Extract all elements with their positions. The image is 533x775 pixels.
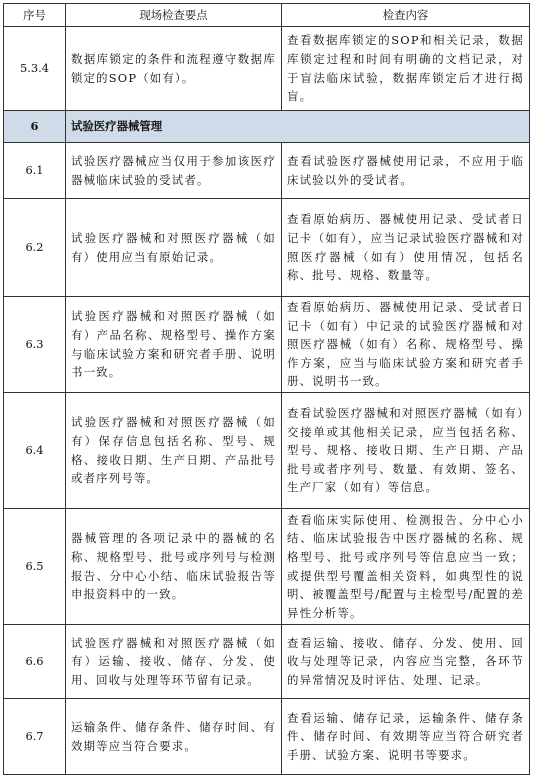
row-id: 6.4	[4, 393, 66, 509]
column-header-id: 序号	[4, 4, 66, 27]
table-row	[4, 297, 530, 393]
table-row	[4, 393, 530, 509]
column-header-content: 检查内容	[282, 4, 530, 27]
row-content: 查看数据库锁定的SOP和相关记录，数据库锁定过程和时间有明确的文档记录，对于盲法临床试验，数据库锁定后才进行揭盲。	[282, 27, 530, 111]
row-content: 查看试验医疗器械和对照医疗器械（如有）交接单或其他相关记录，应当包括名称、型号、规格、接收日期、生产日期、产品批号或者序列号、数量、有效期、签名、生产厂家（如有）等信息。	[282, 393, 530, 509]
inspection-table	[3, 3, 530, 775]
row-point: 运输条件、储存条件、储存时间、有效期等应当符合要求。	[66, 699, 282, 775]
row-id: 6.2	[4, 199, 66, 297]
row-point: 试验医疗器械和对照医疗器械（如有）保存信息包括名称、型号、规格、接收日期、生产日期、产品批号或者序列号等。	[66, 393, 282, 509]
row-content: 查看运输、接收、储存、分发、使用、回收与处理等记录，内容应当完整，各环节的异常情况及时评估、处理、记录。	[282, 625, 530, 699]
table-row	[4, 625, 530, 699]
row-point: 数据库锁定的条件和流程遵守数据库锁定的SOP（如有）。	[66, 27, 282, 111]
row-id: 6.7	[4, 699, 66, 775]
row-content: 查看临床实际使用、检测报告、分中心小结、临床试验报告中医疗器械的名称、规格型号、批号或序列号等信息应当一致；或提供型号覆盖相关资料，如典型性的说明、被覆盖型号/配置与主检型号/配置的差异性分析等。	[282, 509, 530, 625]
table-row	[4, 143, 530, 199]
row-id: 6.1	[4, 143, 66, 199]
row-point: 试验医疗器械和对照医疗器械（如有）运输、接收、储存、分发、使用、回收与处理等环节留有记录。	[66, 625, 282, 699]
row-content: 查看原始病历、器械使用记录、受试者日记卡（如有），应当记录试验医疗器械和对照医疗器械（如有）使用情况，包括名称、批号、规格、数量等。	[282, 199, 530, 297]
row-id: 6.3	[4, 297, 66, 393]
section-id: 6	[4, 111, 66, 143]
row-point: 试验医疗器械应当仅用于参加该医疗器械临床试验的受试者。	[66, 143, 282, 199]
row-content: 查看原始病历、器械使用记录、受试者日记卡（如有）中记录的试验医疗器械和对照医疗器械（如有）名称、规格型号、操作方案，应当与临床试验方案和研究者手册、说明书一致。	[282, 297, 530, 393]
table-row	[4, 509, 530, 625]
row-point: 试验医疗器械和对照医疗器械（如有）产品名称、规格型号、操作方案与临床试验方案和研究者手册、说明书一致。	[66, 297, 282, 393]
table-row	[4, 199, 530, 297]
section-title: 试验医疗器械管理	[66, 111, 530, 143]
column-header-point: 现场检查要点	[66, 4, 282, 27]
row-content: 查看试验医疗器械使用记录，不应用于临床试验以外的受试者。	[282, 143, 530, 199]
row-point: 器械管理的各项记录中的器械的名称、规格型号、批号或序列号与检测报告、分中心小结、临床试验报告等申报资料中的一致。	[66, 509, 282, 625]
table-row	[4, 699, 530, 775]
row-id: 6.5	[4, 509, 66, 625]
row-point: 试验医疗器械和对照医疗器械（如有）使用应当有原始记录。	[66, 199, 282, 297]
section-row	[4, 111, 530, 143]
header-row	[4, 4, 530, 27]
row-id: 5.3.4	[4, 27, 66, 111]
row-content: 查看运输、储存记录，运输条件、储存条件、储存时间、有效期等应当符合研究者手册、试验方案、说明书等要求。	[282, 699, 530, 775]
row-id: 6.6	[4, 625, 66, 699]
table-row	[4, 27, 530, 111]
